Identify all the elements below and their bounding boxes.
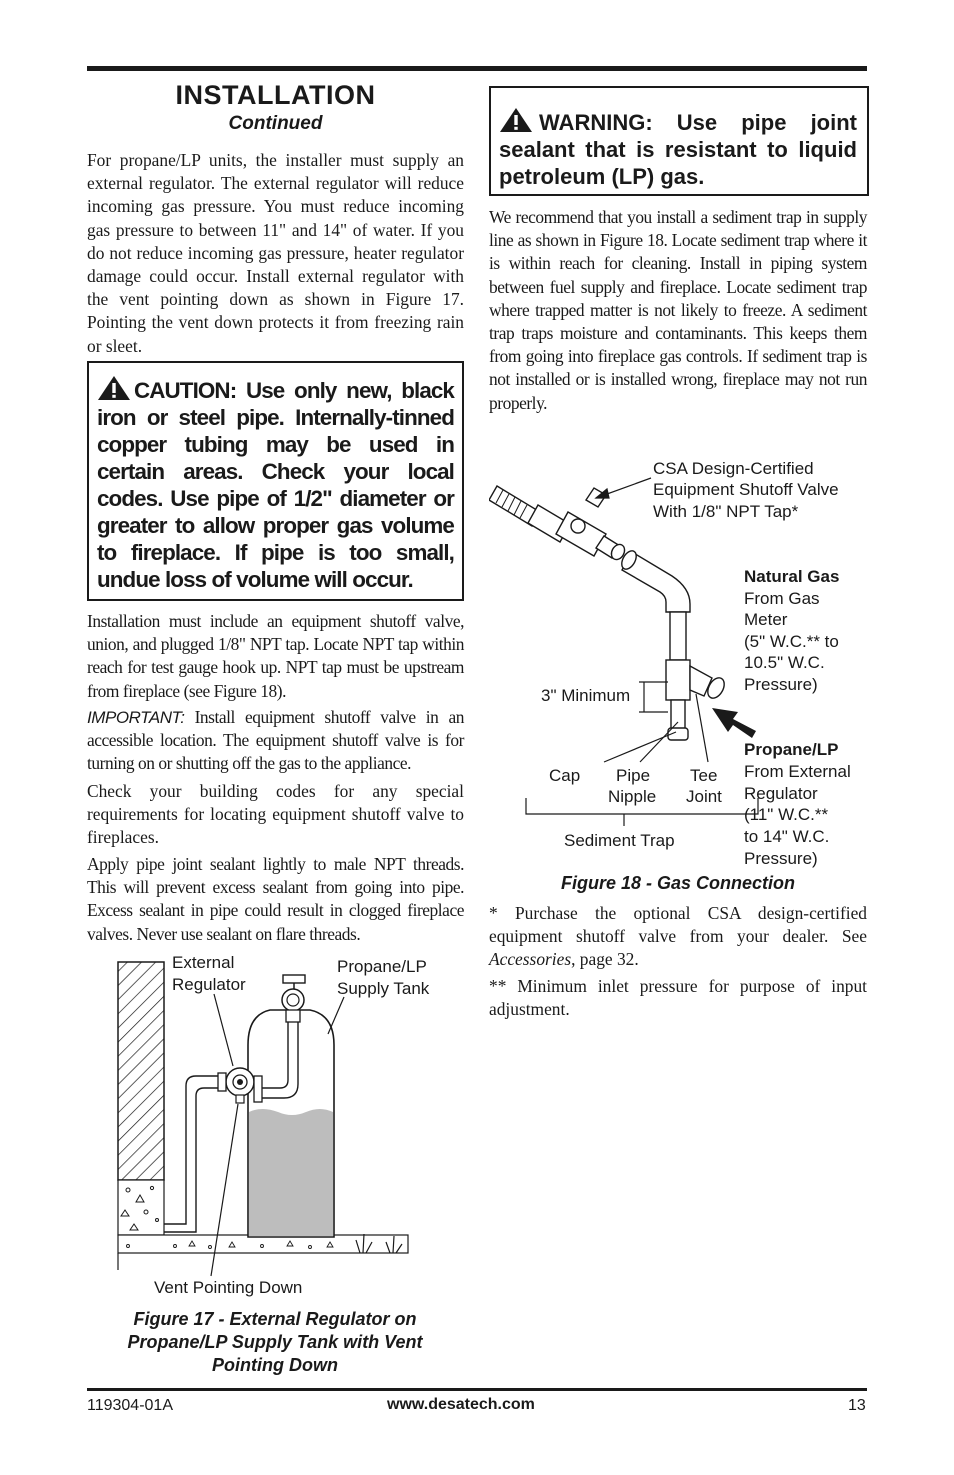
section-title: INSTALLATION	[175, 80, 376, 110]
warning-text: WARNING: Use pipe joint sealant that is resistant to liquid petroleum (LP) gas.	[499, 110, 857, 189]
label-sediment-trap: Sediment Trap	[564, 831, 675, 850]
label-ng-line3: (5" W.C.** to	[744, 632, 839, 651]
warning-notice	[499, 107, 857, 190]
figure-17-illustration	[110, 950, 460, 1305]
label-joint: Joint	[686, 787, 722, 806]
foundation	[118, 1180, 164, 1235]
paragraph-important	[87, 706, 464, 776]
label-propane-lp: Propane/LP	[337, 957, 427, 976]
label-lp-line5: Pressure)	[744, 849, 818, 868]
top-rule	[87, 66, 867, 71]
label-propane-lp: Propane/LP	[744, 740, 839, 759]
footnote1-prefix: * Purchase the optional CSA design-certified equipment shutoff valve from your dealer. See	[489, 903, 867, 947]
label-lp-line4: to 14" W.C.	[744, 827, 830, 846]
propane-flow-arrow-icon	[712, 708, 756, 738]
caution-notice	[97, 375, 454, 593]
label-ng-line5: Pressure)	[744, 675, 818, 694]
important-text: Install equipment shutoff valve in an accessible location. The equipment shutoff valve is for turning on or shutting off the gas to the appliance.	[87, 707, 464, 774]
label-external: External	[172, 953, 235, 972]
label-csa-valve-2: Equipment Shutoff Valve	[653, 480, 839, 499]
label-lp-line3: (11" W.C.**	[744, 805, 829, 824]
label-ng-line2: Meter	[744, 610, 788, 629]
bottom-rule	[87, 1388, 867, 1391]
label-vent-pointing-down: Vent Pointing Down	[154, 1278, 303, 1297]
footnote1-suffix: , page 32.	[571, 949, 639, 970]
label-natural-gas: Natural Gas	[744, 567, 840, 586]
footer-url: www.desatech.com	[387, 1396, 535, 1413]
figure-17-caption: Figure 17 - External Regulator on Propane/LP Supply Tank with Vent Pointing Down	[127, 1309, 423, 1375]
vent-icon	[236, 1095, 244, 1103]
caution-text: CAUTION: Use only new, black iron or steel pipe. Internally-tinned copper tubing may be used in certain areas. Check your local codes. Use pipe of 1/2" diameter or greater to allow proper gas volume to fireplace. If pipe is too small, undue loss of volume will occur.	[97, 378, 454, 592]
paragraph-sediment-trap: We recommend that you install a sediment trap in supply line as shown in Figure 18. Locate sediment trap where it is within reach for cleaning. Install in piping system between fuel supply and fireplace. Locate sediment trap where trapped matter is not likely to freeze. A sediment trap traps moisture and contaminants. This keeps them from going into fireplace gas controls. If sediment trap is not installed or is installed wrong, fireplace may not run properly.	[489, 207, 867, 413]
vertical-pipe	[670, 612, 686, 660]
important-label: IMPORTANT:	[87, 708, 185, 727]
footnote-inlet-pressure: ** Minimum inlet pressure for purpose of input adjustment.	[489, 976, 867, 1020]
label-ng-line4: 10.5" W.C.	[744, 653, 825, 672]
figure-18-illustration	[489, 450, 869, 870]
section-subtitle: Continued	[228, 113, 323, 134]
figure-18-caption: Figure 18 - Gas Connection	[560, 873, 796, 893]
caution-triangle-icon	[97, 375, 131, 401]
footer-doc-number: 119304-01A	[87, 1397, 173, 1414]
label-lp-line1: From External	[744, 762, 851, 781]
wall-hatching	[118, 962, 164, 1180]
label-3in-minimum: 3" Minimum	[541, 686, 631, 705]
label-ng-line1: From Gas	[744, 589, 820, 608]
pipe-nipple	[671, 700, 685, 730]
tee-joint	[666, 660, 690, 700]
label-tee: Tee	[690, 766, 718, 785]
footnote-csa-valve	[489, 902, 867, 972]
tank-valve-icon	[282, 989, 304, 1011]
label-csa-valve-3: With 1/8" NPT Tap*	[653, 502, 799, 521]
paragraph-building-codes: Check your building codes for any special requirements for locating equipment shutoff valve to fireplaces.	[87, 781, 464, 848]
label-pipe: Pipe	[616, 766, 651, 785]
label-supply-tank: Supply Tank	[337, 979, 430, 998]
footer-page-number: 13	[848, 1397, 866, 1414]
liquid-level	[249, 1109, 333, 1236]
footnote1-accessories: Accessories	[489, 949, 572, 970]
paragraph-propane-regulator: For propane/LP units, the installer must supply an external regulator. The external regulator will reduce incoming gas pressure. You must reduce incoming gas pressure to between 11" and 14" of water. If you do not reduce incoming gas pressure, heater regulator damage could occur. Install external regulator with the vent pointing down as shown in Figure 17. Pointing the vent down protects it from freezing rain or sleet.	[87, 150, 464, 356]
warning-triangle-icon	[499, 107, 533, 133]
label-lp-line2: Regulator	[744, 784, 818, 803]
paragraph-installation: Installation must include an equipment shutoff valve, union, and plugged 1/8" NPT tap. Locate NPT tap within reach for test gauge hook up. NPT tap must be upstream from fireplace (see Figure 18).	[87, 611, 464, 701]
label-cap: Cap	[549, 766, 581, 785]
paragraph-sealant: Apply pipe joint sealant lightly to male NPT threads. This will prevent excess sealant from going into pipe. Excess sealant in pipe could result in clogged fireplace valves. Never use sealant on flare threads.	[87, 854, 464, 944]
label-nipple: Nipple	[608, 787, 657, 806]
label-regulator: Regulator	[172, 975, 246, 994]
label-csa-valve-1: CSA Design-Certified	[653, 459, 814, 478]
